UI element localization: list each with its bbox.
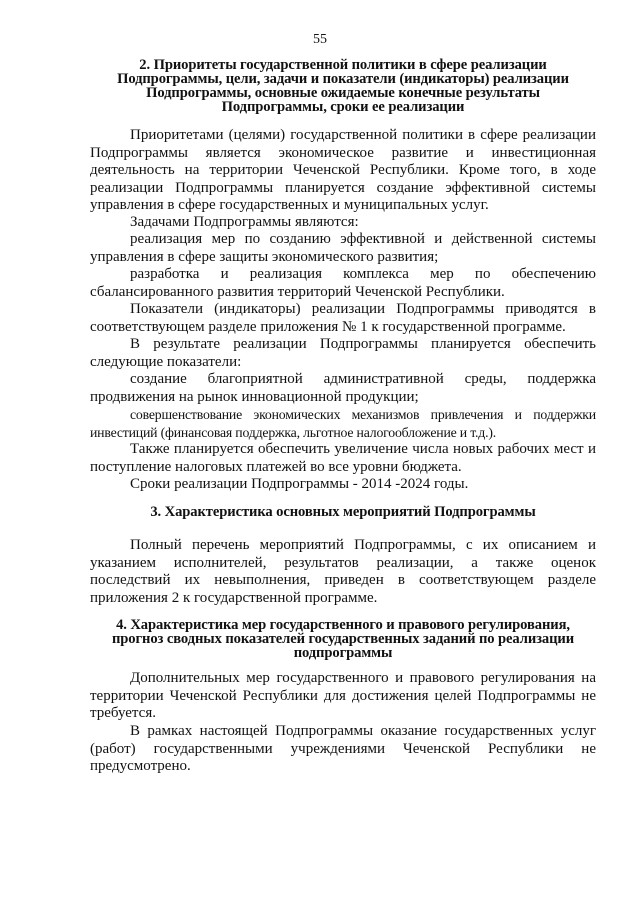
section-3-heading: [90, 505, 596, 519]
paragraph: создание благоприятной административной среды, поддержка продвижения на рынок инновационной продукции;: [90, 371, 596, 405]
section-2-heading: [90, 58, 596, 114]
paragraph: В рамках настоящей Подпрограммы оказание государственных услуг (работ) государственными учреждениями Чеченской Республики не предусмотрено.: [90, 723, 596, 774]
paragraph: В результате реализации Подпрограммы планируется обеспечить следующие показатели:: [90, 336, 596, 370]
heading-line: подпрограммы: [293, 645, 393, 661]
heading-line: Подпрограммы, основные ожидаемые конечные результаты: [146, 85, 540, 101]
section-4-heading: [90, 618, 596, 660]
heading-line: 4. Характеристика мер государственного и правового регулирования,: [116, 617, 570, 633]
paragraph: Также планируется обеспечить увеличение числа новых рабочих мест и поступление налоговых платежей во все уровни бюджета.: [90, 441, 596, 475]
heading-line: Подпрограммы, цели, задачи и показатели (индикаторы) реализации: [117, 71, 569, 87]
paragraph: Показатели (индикаторы) реализации Подпрограммы приводятся в соответствующем разделе приложения № 1 к государственной программе.: [90, 301, 596, 335]
paragraph: Полный перечень мероприятий Подпрограммы, с их описанием и указанием исполнителей, результатов реализации, а также оценок последствий их невыполнения, приведен в соответствующем разделе приложения 2 к государственной программе.: [90, 537, 596, 606]
heading-line: Подпрограммы, сроки ее реализации: [221, 99, 465, 115]
heading-line: 2. Приоритеты государственной политики в сфере реализации: [139, 57, 547, 73]
paragraph: реализация мер по созданию эффективной и действенной системы управления в сфере защиты экономического развития;: [90, 231, 596, 265]
paragraph: Сроки реализации Подпрограммы - 2014 -2024 годы.: [130, 476, 469, 492]
heading-line: прогноз сводных показателей государственных заданий по реализации: [111, 631, 575, 647]
paragraph: Дополнительных мер государственного и правового регулирования на территории Чеченской Республики для достижения целей Подпрограммы не требуется.: [90, 670, 596, 721]
paragraph: разработка и реализация комплекса мер по обеспечению сбалансированного развития территорий Чеченской Республики.: [90, 266, 596, 300]
paragraph: Приоритетами (целями) государственной политики в сфере реализации Подпрограммы является экономическое развитие и инвестиционная деятельность на территории Чеченской Республики. Кроме того, в ходе реализации Подпрограммы планируется создание эффективной системы управления в сфере государственных и муниципальных услуг.: [90, 127, 596, 213]
paragraph: совершенствование экономических механизмов привлечения и поддержки инвестиций (финансовая поддержка, льготное налогообложение и т.д.).: [90, 407, 596, 440]
page-number: 55: [313, 32, 327, 47]
paragraph: Задачами Подпрограммы являются:: [130, 214, 359, 230]
heading-line: 3. Характеристика основных мероприятий Подпрограммы: [150, 504, 536, 520]
